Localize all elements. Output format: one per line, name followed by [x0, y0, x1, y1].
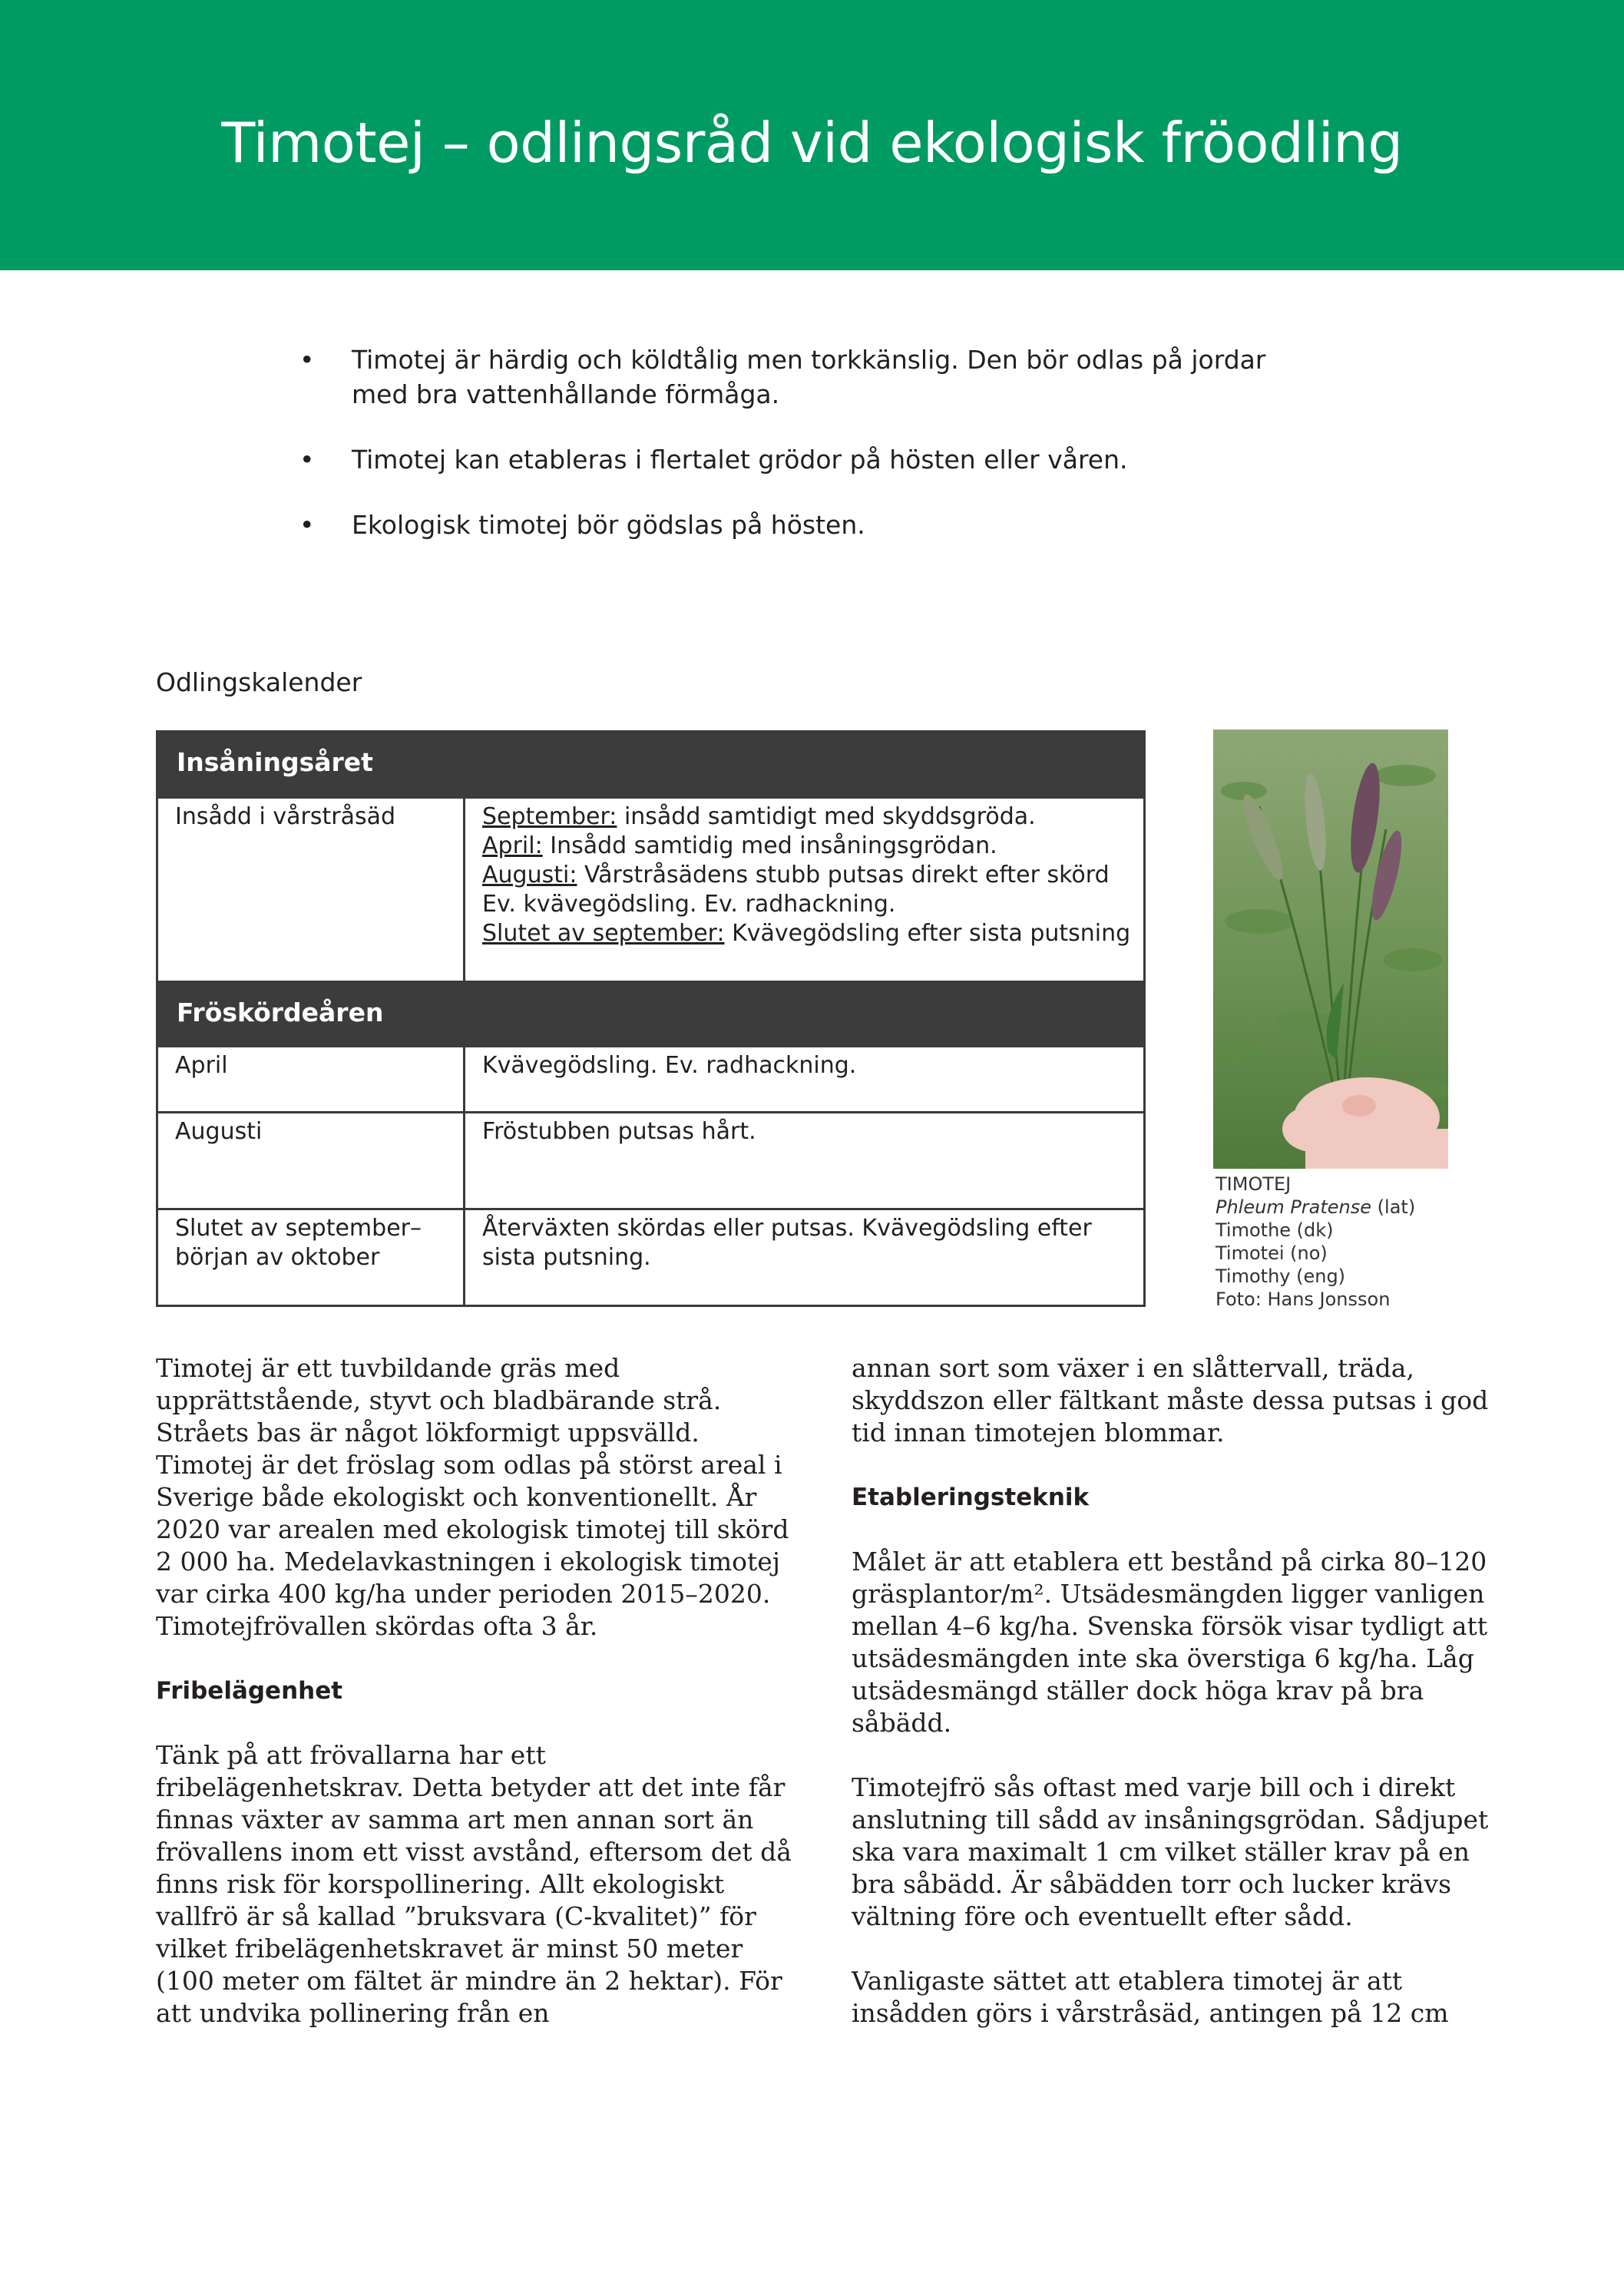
timothy-grass-illustration: [1213, 729, 1448, 1169]
row-label: Slutet av september–början av oktober: [157, 1209, 465, 1306]
row-label: Augusti: [157, 1113, 465, 1209]
month-label: April:: [482, 832, 543, 859]
page-title: Timotej – odlingsråd vid ekologisk fröodling: [221, 111, 1403, 175]
table-section-header: [157, 732, 1145, 798]
bullet-item: [299, 342, 1267, 412]
row-content: [465, 798, 1145, 982]
caption-latin-line: [1216, 1196, 1415, 1219]
row-label: April: [157, 1047, 465, 1113]
calendar-line: [482, 919, 1133, 948]
photo-caption: [1216, 1173, 1415, 1311]
bullet-text: Timotej kan etableras i flertalet grödor på hösten eller våren.: [352, 445, 1128, 475]
bullet-dot-icon: •: [299, 510, 315, 540]
bullet-text: Timotej är härdig och köldtålig men torkkänslig. Den bör odlas på jordar med bra vattenhållande förmåga.: [352, 345, 1266, 409]
calendar-line: [482, 861, 1133, 890]
table-row: [157, 798, 1145, 982]
title-banner: [0, 0, 1624, 270]
latin-name: Phleum Pratense: [1216, 1196, 1372, 1218]
bullet-dot-icon: •: [299, 445, 315, 475]
row-content: Kvävegödsling. Ev. radhackning.: [465, 1047, 1145, 1113]
section-heading: Insåningsåret: [157, 732, 1145, 798]
line-text: Insådd samtidig med insåningsgrödan.: [542, 832, 997, 859]
calendar-line: [482, 802, 1133, 832]
caption-name-eng: Timothy (eng): [1216, 1265, 1346, 1287]
row-content: Fröstubben putsas hårt.: [465, 1113, 1145, 1209]
caption-name-dk: Timothe (dk): [1216, 1219, 1334, 1241]
body-paragraph: Tänk på att frövallarna har ett fribelägenhetskrav. Detta betyder att det inte får finnas växter av samma art men annan sort än frövallens inom ett visst avstånd, eftersom det då finns risk för korspollinering. Allt ekologiskt vallfrö är så kallad ”bruksvara (C-kvalitet)” för vilket fribelägenhetskravet är minst 50 meter (100 meter om fältet är mindre än 2 hektar). För att undvika pollinering från en: [156, 1740, 792, 2028]
key-points-list: [299, 342, 1267, 573]
timothy-photo: [1213, 729, 1448, 1169]
row-content: Återväxten skördas eller putsas. Kvävegödsling efter sista putsning.: [465, 1209, 1145, 1306]
body-paragraph: Målet är att etablera ett bestånd på cirka 80–120 gräsplantor/m². Utsädesmängden ligger vanligen mellan 4–6 kg/ha. Svenska försök visar tydligt att utsädesmängden inte ska överstiga 6 kg/ha. Låg utsädesmängd ställer dock höga krav på bra såbädd.: [852, 1547, 1488, 1738]
month-label: Augusti:: [482, 862, 577, 888]
line-text: insådd samtidigt med skyddsgröda.: [617, 803, 1036, 830]
line-text: Vårstråsädens stubb putsas direkt efter skörd: [577, 862, 1110, 888]
line-text: Ev. kvävegödsling. Ev. radhackning.: [482, 891, 896, 918]
section-heading: Fribelägenhet: [156, 1677, 343, 1705]
body-paragraph: annan sort som växer i en slåttervall, träda, skyddszon eller fältkant måste dessa putsas i god tid innan timotejen blommar.: [852, 1353, 1489, 1447]
section-heading: Etableringsteknik: [852, 1484, 1090, 1511]
line-text: Kvävegödsling efter sista putsning: [724, 920, 1131, 947]
month-label: Slutet av september:: [482, 920, 725, 947]
caption-name-no: Timotei (no): [1216, 1242, 1328, 1264]
section-heading: Fröskördeåren: [157, 982, 1145, 1047]
month-label: September:: [482, 803, 617, 830]
bullet-item: [299, 508, 1267, 542]
table-row: [157, 1113, 1145, 1209]
body-column-right: [852, 1352, 1489, 2062]
body-paragraph: Vanligaste sättet att etablera timotej är att insådden görs i vårstråsäd, antingen på 12 cm: [852, 1966, 1449, 2028]
table-row: [157, 1209, 1145, 1306]
photo-credit: Foto: Hans Jonsson: [1216, 1289, 1391, 1310]
calendar-title: Odlingskalender: [156, 667, 362, 697]
table-row: [157, 1047, 1145, 1113]
caption-title: TIMOTEJ: [1216, 1173, 1292, 1195]
body-paragraph: Timotejfrö sås oftast med varje bill och i direkt anslutning till sådd av insåningsgrödan. Sådjupet ska vara maximalt 1 cm vilket ställer krav på en bra såbädd. Är såbädden torr och lucker krävs vältning före och eventuellt efter sådd.: [852, 1772, 1489, 1931]
calendar-line: [482, 832, 1133, 861]
cultivation-calendar-table: [156, 730, 1146, 1307]
bullet-item: [299, 442, 1267, 477]
latin-suffix: (lat): [1371, 1196, 1416, 1218]
bullet-text: Ekologisk timotej bör gödslas på hösten.: [352, 510, 865, 540]
bullet-dot-icon: •: [299, 345, 315, 375]
row-label: Insådd i vårstråsäd: [157, 798, 465, 982]
calendar-line: [482, 890, 1133, 919]
table-section-header: [157, 982, 1145, 1047]
body-paragraph: Timotej är ett tuvbildande gräs med upprättstående, styvt och bladbärande strå. Stråets bas är något lökformigt uppsvälld. Timotej är det fröslag som odlas på störst areal i Sverige både ekologiskt och konventionellt. År 2020 var arealen med ekologisk timotej till skörd 2 000 ha. Medelavkastningen i ekologisk timotej var cirka 400 kg/ha under perioden 2015–2020. Timotejfrövallen skördas ofta 3 år.: [156, 1353, 789, 1641]
body-column-left: [156, 1352, 793, 2062]
